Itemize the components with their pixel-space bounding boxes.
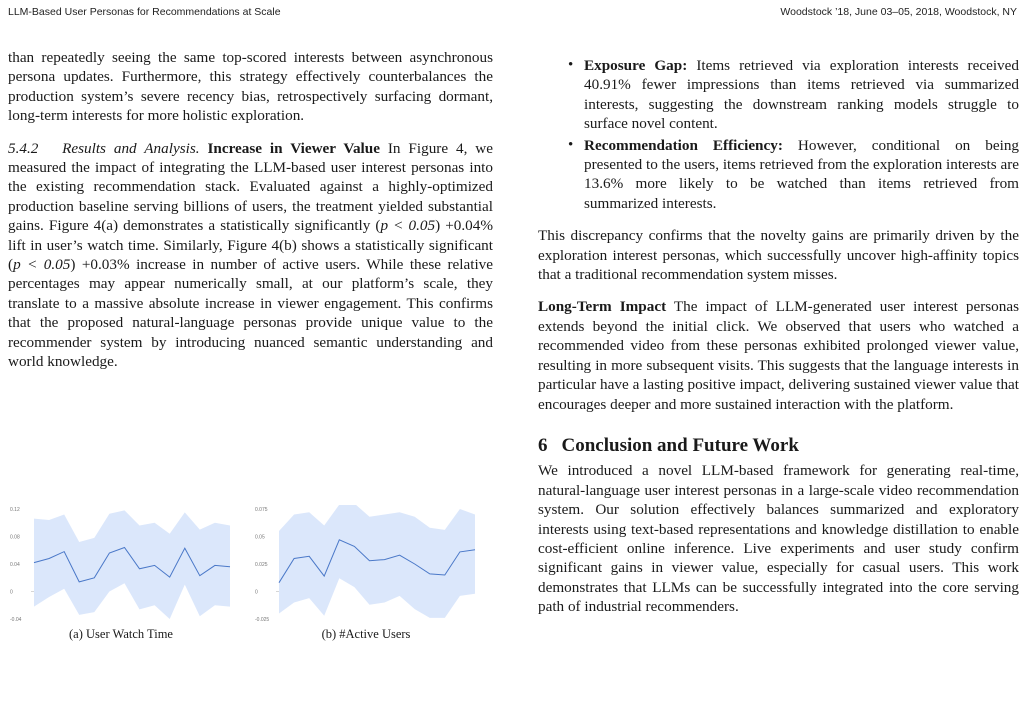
y-tick-label: -0.025 xyxy=(255,617,270,623)
section-number: 6 xyxy=(538,434,548,456)
confidence-band xyxy=(279,505,475,618)
conclusion-paragraph: We introduced a novel LLM-based framework for generating real-time, natural-language user interest personas in a large-scale video recommendation system. Our solution effectively balances summarized and exploratory interests using text-based representations and knowledge distillation to enable cost-efficient online inference. Live experiments and user study confirm significant gains in viewer value, especially for casual users. This work demonstrates that LLMs can be successfully integrated into the core serving path of industrial recommenders. xyxy=(538,462,1019,616)
list-item xyxy=(584,136,1019,214)
y-tick-label: 0.05 xyxy=(255,534,265,541)
results-text-c: ) +0.03% increase in number of active users. While these relative percentages may appear numerically small, at our platform’s scale, they translate to a massive absolute increase in viewer engagement. This confirms that the proposed natural-language personas provide unique value to the recommender system by introducing nuanced semantic understanding and world knowledge. xyxy=(8,256,494,371)
subsection-title: Results and Analysis. xyxy=(62,139,200,157)
long-term-text: The impact of LLM-generated user interest personas extends beyond the initial click. We observed that users who watched a recommended video from these personas exhibited prolonged viewer value, resulting in more subsequent visits. This suggests that the language interests in particular have a lasting positive impact, delivering sustained viewer value that encourages deeper and more sustained interaction with the platform. xyxy=(538,298,1020,413)
y-tick-label: 0.025 xyxy=(255,562,268,568)
subsection-number: 5.4.2 xyxy=(8,139,39,157)
active-users-chart xyxy=(253,505,479,623)
y-tick-label: 0.075 xyxy=(255,507,268,513)
left-column xyxy=(8,48,493,372)
y-tick-label: 0.08 xyxy=(10,534,20,541)
caption-b: (b) #Active Users xyxy=(321,627,411,641)
p-value-1: p < 0.05 xyxy=(380,217,436,235)
long-term-lead: Long-Term Impact xyxy=(538,298,667,316)
caption-a: (a) User Watch Time xyxy=(69,627,173,641)
running-header-title: LLM-Based User Personas for Recommendations at Scale xyxy=(8,6,281,18)
results-text-b: ) +0.04% lift in user’s watch time. Similarly, Figure 4(b) shows a statistically significant ( xyxy=(8,217,494,274)
results-paragraph xyxy=(8,139,493,372)
efficiency-text: However, conditional on being presented to the users, items retrieved from the exploration interests are 13.6% more likely to be watched than items retrieved from summarized interests. xyxy=(584,136,1020,212)
right-column xyxy=(538,56,1019,617)
figure-panel-b xyxy=(253,505,479,642)
findings-list xyxy=(538,56,1019,213)
p-value-2: p < 0.05 xyxy=(13,256,71,274)
exposure-gap-lead: Exposure Gap: xyxy=(584,57,688,74)
y-tick-label: 0 xyxy=(255,589,258,596)
y-tick-label: 0.04 xyxy=(10,562,20,568)
paragraph-lead: Increase in Viewer Value xyxy=(207,139,380,157)
running-header-venue: Woodstock ’18, June 03–05, 2018, Woodstock, NY xyxy=(780,6,1017,18)
y-tick-label: 0.12 xyxy=(10,507,20,513)
watch-time-chart xyxy=(8,505,234,623)
confidence-band xyxy=(34,510,230,619)
y-tick-label: -0.04 xyxy=(10,617,22,623)
section-title: Conclusion and Future Work xyxy=(561,434,799,456)
discrepancy-paragraph: This discrepancy confirms that the novelty gains are primarily driven by the exploration interest personas, which successfully uncover high-affinity topics that a traditional recommendation system misses. xyxy=(538,227,1019,284)
long-term-paragraph xyxy=(538,297,1019,413)
section-heading xyxy=(538,436,1019,455)
results-text-a: In Figure 4, we measured the impact of integrating the LLM-based user interest personas into the existing recommendation stack. Evaluated against a highly-optimized production baseline serving billions of users, the treatment yielded substantial gains. Figure 4(a) demonstrates a statistically significantly ( xyxy=(8,139,493,235)
figure-4 xyxy=(8,505,493,645)
efficiency-lead: Recommendation Efficiency: xyxy=(584,136,783,154)
figure-panel-a xyxy=(8,505,234,642)
exposure-gap-text: Items retrieved via exploration interests received 40.91% fewer impressions than items retrieved via summarized interests, suggesting the downstream ranking models struggle to surface novel content. xyxy=(584,57,1019,133)
list-item xyxy=(584,56,1019,134)
y-tick-label: 0 xyxy=(10,589,13,596)
paragraph-continuation: than repeatedly seeing the same top-scored interests between asynchronous persona updates. Furthermore, this strategy effectively counterbalances the production system’s severe recency bias, retrospectively surfacing dormant, long-term interests for more holistic exploration. xyxy=(8,49,493,125)
